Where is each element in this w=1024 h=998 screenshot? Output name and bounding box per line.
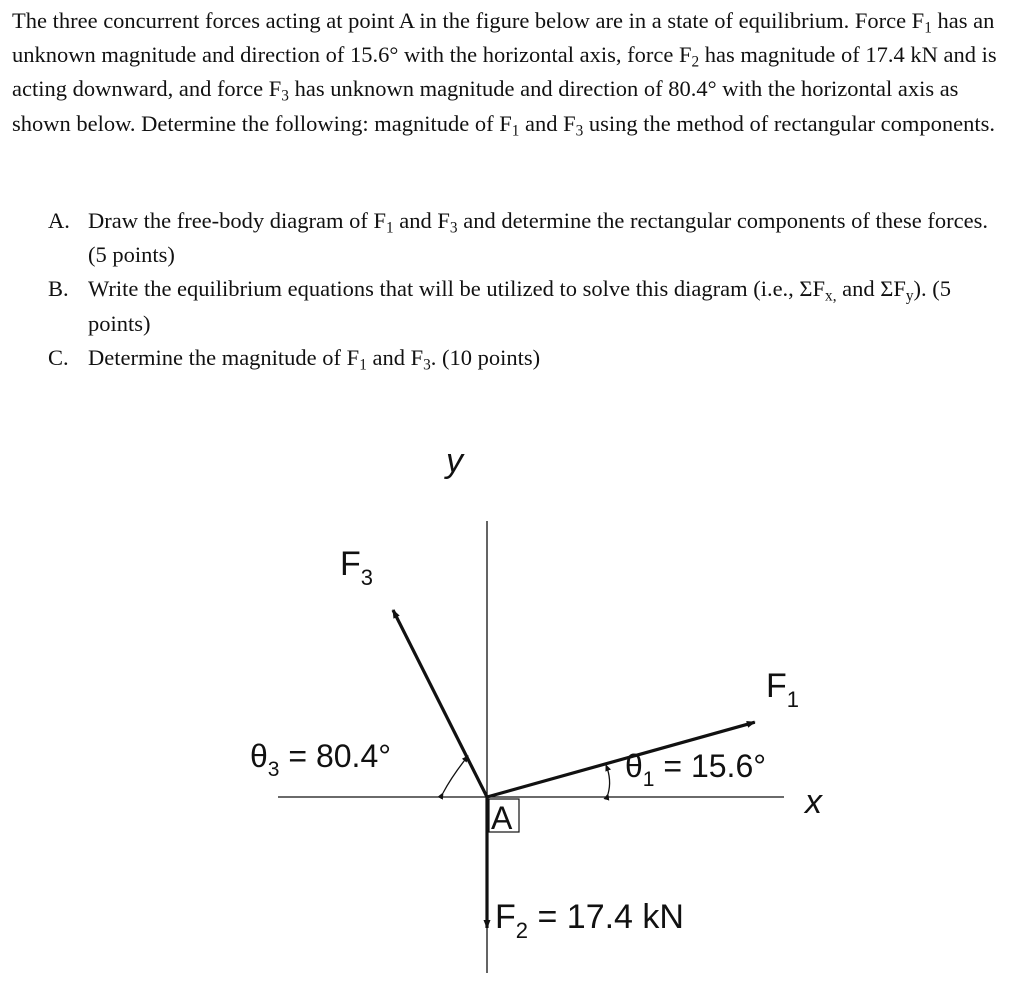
text-run: and F [519, 110, 576, 136]
theta1-label-sub: 1 [642, 768, 655, 791]
f3-label [340, 545, 373, 590]
text-run: and F [393, 208, 450, 233]
f1-label-sub: 1 [786, 687, 800, 712]
subscript: 1 [359, 356, 367, 374]
f3-label-base: F [340, 545, 361, 583]
theta3-label-rest: = 80.4° [279, 738, 392, 774]
subscript: x, [825, 287, 837, 305]
text-run: and F [366, 344, 424, 370]
theta3-label-base: θ [250, 738, 268, 774]
part-c-marker: C. [48, 344, 69, 370]
subscript: 1 [511, 122, 520, 140]
theta3-label [250, 738, 391, 781]
theta3-label-sub: 3 [267, 758, 280, 781]
text-run: ). (5 points) [88, 276, 952, 336]
subscript: 3 [449, 219, 458, 237]
y-axis-label: y [446, 442, 463, 480]
f2-label-rest: = 17.4 kN [528, 898, 684, 936]
subscript: 3 [281, 87, 289, 105]
f2-label [495, 898, 684, 943]
f1-label-base: F [766, 667, 787, 705]
f3-label-sub: 3 [360, 565, 374, 590]
text-run: The three concurrent forces acting at point A in the figure below are in a state of equilibrium. Force F [12, 8, 925, 33]
part-a-marker: A. [48, 208, 70, 233]
subscript: 2 [691, 53, 700, 71]
text-run: Write the equilibrium equations that will be utilized to solve this diagram (i.e., ΣF [88, 276, 826, 302]
subscript: y [905, 287, 914, 305]
text-run: has unknown magnitude and direction of 80.4° with the horizontal axis as shown below. Determine the following: magnitude of F [12, 76, 959, 136]
theta3-arc [443, 756, 468, 793]
theta1-label [625, 748, 766, 791]
text-run: Draw the free-body diagram of F [88, 208, 387, 233]
f2-label-sub: 2 [515, 918, 529, 943]
f3-vector [393, 610, 487, 797]
text-run: Determine the magnitude of F [88, 344, 360, 370]
text-run: has magnitude of 17.4 kN and is acting downward, and force F [12, 42, 997, 102]
subscript: 1 [924, 19, 932, 37]
text-run: using the method of rectangular components. [583, 110, 996, 136]
f2-label-base: F [495, 898, 516, 936]
f1-label [766, 667, 799, 712]
theta1-label-rest: = 15.6° [654, 748, 767, 784]
text-run: and ΣF [836, 276, 906, 302]
text-run: . (10 points) [430, 344, 541, 370]
part-b-marker: B. [48, 276, 69, 302]
text-run: and determine the rectangular components of these forces. (5 points) [88, 208, 988, 268]
theta1-label-base: θ [625, 748, 643, 784]
subscript: 3 [423, 356, 431, 374]
text-run: has an unknown magnitude and direction of 15.6° with the horizontal axis, force F [12, 8, 995, 68]
subscript: 3 [575, 122, 584, 140]
point-a-label: A [491, 800, 513, 836]
subscript: 1 [386, 219, 394, 237]
theta1-arc [606, 765, 610, 794]
x-axis-label: x [805, 783, 822, 821]
